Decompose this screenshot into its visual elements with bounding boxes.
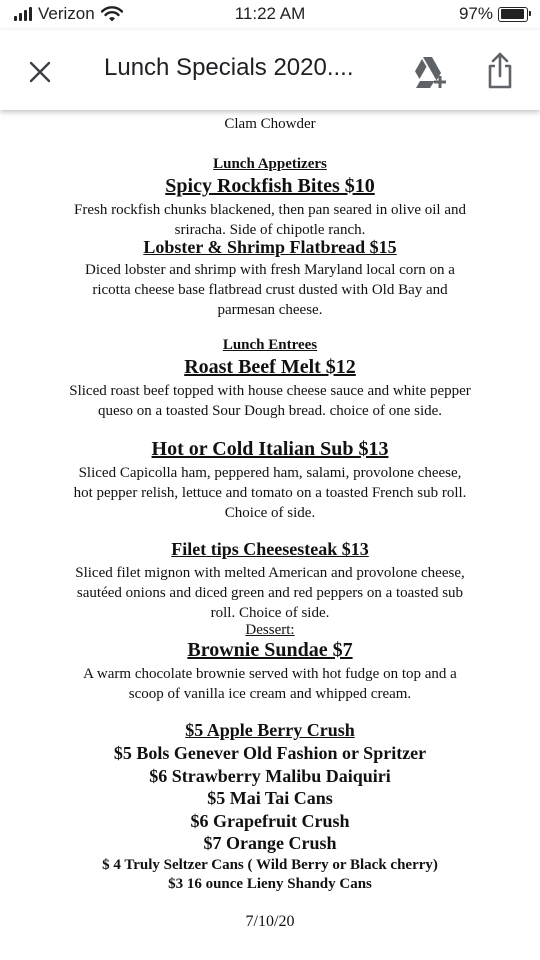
drink-special: $6 Grapefruit Crush [190,811,350,831]
menu-item-title: Spicy Rockfish Bites $10 [165,175,375,197]
menu-item-desc: Diced lobster and shrimp with fresh Maryland local corn on a [85,262,455,278]
menu-item-desc: queso on a toasted Sour Dough bread. choice of one side. [97,403,443,419]
drink-special: $ 4 Truly Seltzer Cans ( Wild Berry or Black cherry) [102,857,438,873]
menu-item-desc: Sliced roast beef topped with house cheese sauce and white pepper [69,383,471,399]
menu-item-title: Hot or Cold Italian Sub $13 [151,438,389,460]
document-title: Lunch Specials 2020.... [104,54,354,81]
drink-special: $5 Mai Tai Cans [207,788,333,808]
section-heading-entrees: Lunch Entrees [222,337,318,353]
status-right [459,4,528,24]
menu-item-title: Roast Beef Melt $12 [184,356,356,378]
menu-item-desc: Sliced Capicolla ham, peppered ham, salami, provolone cheese, [78,465,462,481]
menu-item-title: Lobster & Shrimp Flatbread $15 [143,237,397,257]
drive-add-icon [410,52,450,92]
menu-item-desc: sriracha. Side of chipotle ranch. [174,222,366,238]
document-page [0,110,540,960]
drink-special: $6 Strawberry Malibu Daiquiri [149,766,391,786]
drink-special: $7 Orange Crush [203,833,337,853]
battery-percent: 97% [458,4,493,23]
menu-item-desc: sautéed onions and diced green and red peppers on a toasted sub [76,585,464,601]
section-heading-dessert: Dessert: [245,622,295,638]
menu-item-desc: parmesan cheese. [217,302,323,318]
carrier-label: Verizon [38,4,95,23]
title-bar [0,30,540,110]
close-icon [29,61,51,83]
share-icon [480,50,520,92]
share-button[interactable] [480,50,520,92]
menu-date: 7/10/20 [245,913,295,930]
menu-item-desc: ricotta cheese base flatbread crust dusted with Old Bay and [92,282,448,298]
status-bar [0,0,540,30]
status-time: 11:22 AM [234,4,306,23]
menu-item-desc: scoop of vanilla ice cream and whipped cream. [128,686,412,702]
close-button[interactable] [22,54,58,90]
menu-item-desc: Choice of side. [224,505,316,521]
menu-item-title: Filet tips Cheesesteak $13 [171,539,369,559]
drink-special: $5 Apple Berry Crush [185,720,355,740]
top-item: Clam Chowder [224,116,316,132]
cropped-heading [210,110,360,112]
menu-item-desc: A warm chocolate brownie served with hot fudge on top and a [83,666,457,682]
add-to-drive-button[interactable] [410,52,450,92]
menu-item-desc: roll. Choice of side. [210,605,330,621]
battery-icon [498,7,528,22]
drink-special: $5 Bols Genever Old Fashion or Spritzer [113,743,427,763]
menu-item-desc: Sliced filet mignon with melted American and provolone cheese, [75,565,465,581]
drink-special: $3 16 ounce Lieny Shandy Cans [168,876,372,892]
menu-item-title: Brownie Sundae $7 [187,639,353,661]
menu-item-desc: hot pepper relish, lettuce and tomato on a toasted French sub roll. [73,485,467,501]
menu-item-desc: Fresh rockfish chunks blackened, then pan seared in olive oil and [74,202,466,218]
section-heading-appetizers: Lunch Appetizers [213,156,327,172]
